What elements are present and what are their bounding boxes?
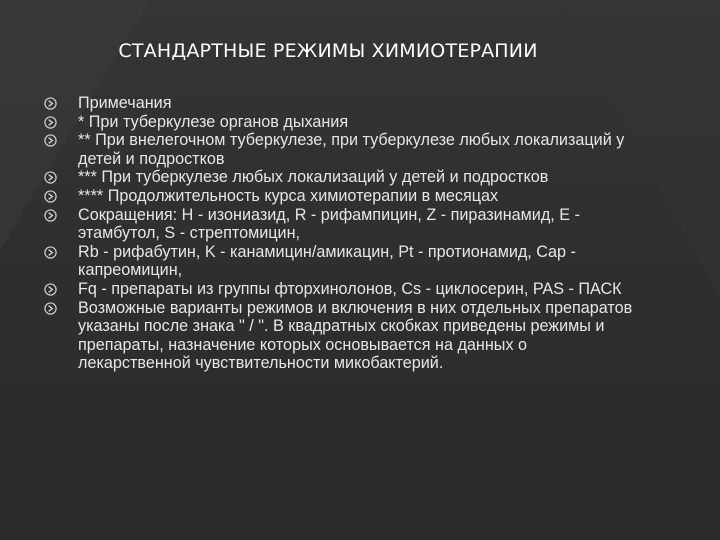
circled-arrow-icon <box>44 171 57 184</box>
circled-arrow-icon <box>44 246 57 259</box>
circled-arrow-icon <box>44 283 57 296</box>
bullet-text: *** При туберкулезе любых локализаций у детей и подростков <box>78 168 549 187</box>
bullet-text: Сокращения: H - изониазид, R - рифампицин, Z - пиразинамид, E - этамбутол, S - стрептомицин, <box>78 205 580 243</box>
bullet-item <box>44 187 644 206</box>
bullet-text: Rb - рифабутин, K - канамицин/амикацин, Pt - протионамид, Cap - капреомицин, <box>78 242 576 280</box>
circled-arrow-icon <box>44 209 57 222</box>
circled-arrow-icon <box>44 116 57 129</box>
circled-arrow-icon <box>44 97 57 110</box>
bullet-item <box>44 206 644 243</box>
bullet-text: ** При внелегочном туберкулезе, при туберкулезе любых локализаций у детей и подростков <box>78 131 625 168</box>
bullet-item <box>44 168 644 187</box>
bullet-item <box>44 113 644 132</box>
bullet-item <box>44 243 644 280</box>
bullet-item <box>44 299 644 373</box>
bullet-text: * При туберкулезе органов дыхания <box>78 112 349 131</box>
circled-arrow-icon <box>44 302 57 315</box>
bullet-text: Fq - препараты из группы фторхинолонов, Cs - циклосерин, PAS - ПАСК <box>78 279 622 298</box>
slide-title: СТАНДАРТНЫЕ РЕЖИМЫ ХИМИОТЕРАПИИ <box>118 40 538 62</box>
circled-arrow-icon <box>44 134 57 147</box>
bullet-text: Возможные варианты режимов и включения в них отдельных препаратов указаны после знака " / ". В квадратных скобках приведены режимы и препараты, назначение которых основывается на данных о лекарственной чувствительности микобактерий. <box>78 298 633 373</box>
bullet-item <box>44 131 644 168</box>
bullet-list <box>44 94 644 373</box>
bullet-text: **** Продолжительность курса химиотерапии в месяцах <box>78 186 499 205</box>
bullet-item <box>44 280 644 299</box>
bullet-item <box>44 94 644 113</box>
circled-arrow-icon <box>44 190 57 203</box>
bullet-text: Примечания <box>78 94 172 112</box>
